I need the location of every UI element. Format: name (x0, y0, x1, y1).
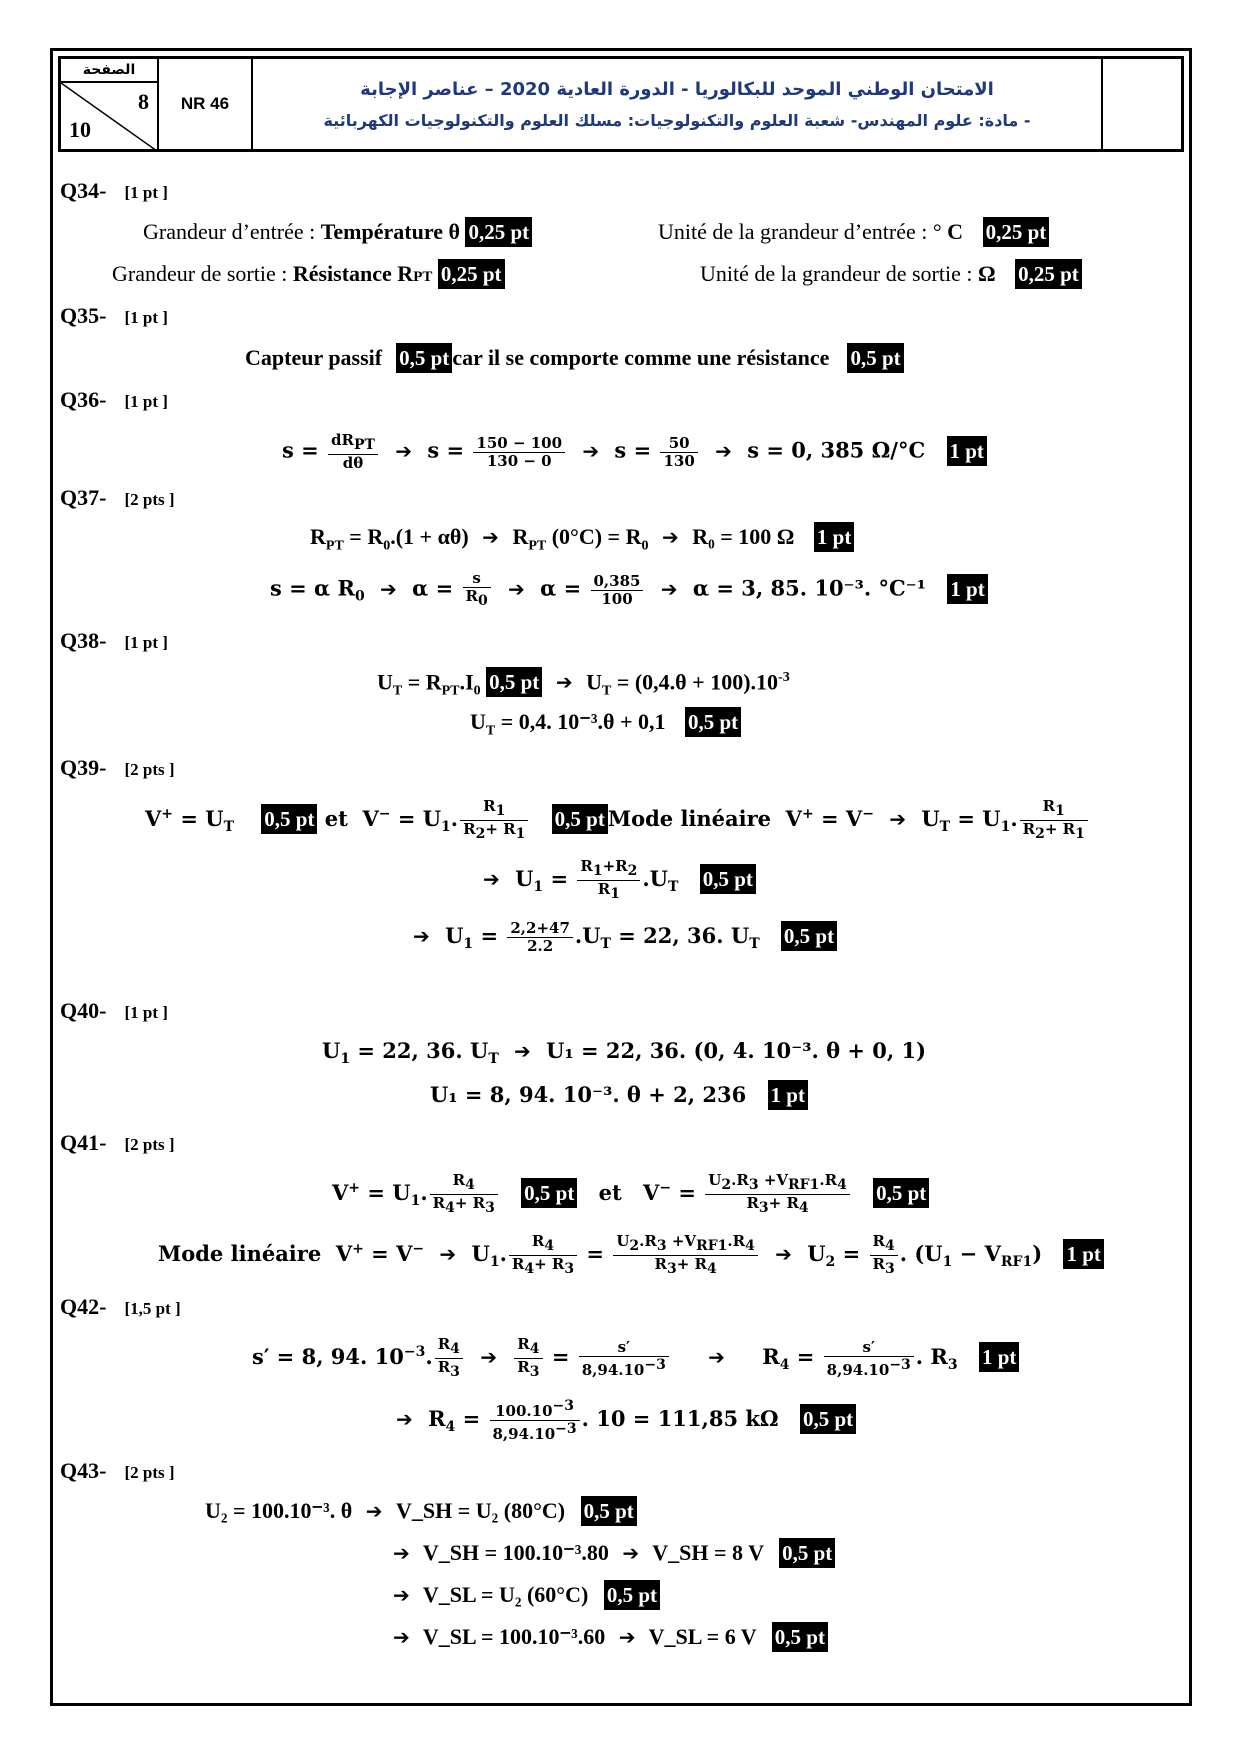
points-badge: 0,5 pt (521, 1178, 577, 1208)
question-q37: Q37- [2 pts ] (60, 485, 175, 510)
header-table (58, 56, 1184, 152)
points-badge: 1 pt (1063, 1239, 1103, 1269)
q40-line1: $U_1 = 22$, 36. $U_T$ ➔ U₁ = 22, 36. (0, 4. 10⁻³. θ + 0, 1) (322, 1038, 927, 1068)
points-badge: 0,5 pt (486, 667, 542, 697)
question-q43: Q43- [2 pts ] (60, 1458, 175, 1483)
points-badge: 1 pt (947, 574, 987, 604)
q38-line2: $U_T = 0,4$. 10⁻³.θ + 0,1 0,5 pt (470, 707, 741, 746)
q38-line1: $U_T = R_{PT}.I_0$ 0,5 pt ➔ $U_T = (0,4.\theta + 100).10^{-3}$ (377, 669, 790, 699)
q34-input-unit: Unité de la grandeur d’entrée : ° C 0,25 pt (658, 217, 1049, 247)
points-badge: 0,25 pt (1015, 259, 1082, 289)
q36-equation: s = $\frac{dR_{PT}}{d\theta}$ ➔ s = $\frac{150 - 100}{130 - 0}$ ➔ s = $\frac{50}{130}$ ➔ s = 0, 385 Ω/°C 1 pt (282, 432, 987, 472)
points-badge: 0,5 pt (847, 343, 903, 373)
q42-line1: s′ = 8, 94. $10^{-3}$. $\frac{R_4}{R_3}$ ➔ $\frac{R_4}{R_3}$ = $\frac{s'}{8,94.10^{-3}}$ ➔ $R_4$ = $\frac{s'}{8,94.10^{-3}}$ . $R_3$ 1 pt (252, 1336, 1019, 1381)
question-q36: Q36- [1 pt ] (60, 387, 168, 412)
points-badge: 0,5 pt (800, 1404, 856, 1434)
q43-line2: ➔ V_SH = 100.10⁻³.80 ➔ V_SH = 8 V 0,5 pt (385, 1538, 835, 1568)
page-number-cell (61, 59, 159, 149)
question-q40: Q40- [1 pt ] (60, 998, 168, 1023)
page-current: 8 (138, 89, 149, 114)
q43-line4: ➔ V_SL = 100.10⁻³.60 ➔ V_SL = 6 V 0,5 pt (385, 1622, 828, 1652)
question-q35: Q35- [1 pt ] (60, 303, 168, 328)
question-q42: Q42- [1,5 pt ] (60, 1294, 181, 1319)
points-badge: 0,5 pt (604, 1580, 660, 1610)
q34-input-line: Grandeur d’entrée : Température θ 0,25 pt (143, 217, 532, 247)
q41-line1: $V^+ = U_1$. $\frac{R_4}{R_4+ R_3}$ 0,5 pt et V− = $\frac{U_2.R_3 +V_{RF1}.R_4}{R_3+ R_4}$ 0,5 pt (332, 1172, 929, 1217)
exam-code-cell (159, 59, 253, 149)
points-badge: 0,5 pt (772, 1622, 828, 1652)
points-badge: 0,5 pt (781, 921, 837, 951)
points-badge: 1 pt (979, 1342, 1019, 1372)
q37-line2: s = α $R_0$ ➔ α = $\frac{s}{R_0}$ ➔ α = $\frac{0,385}{100}$ ➔ α = 3, 85. 10⁻³. °C⁻¹ 1 pt (270, 570, 988, 612)
question-q38: Q38- [1 pt ] (60, 628, 168, 653)
q37-line1: $R_{PT} = R_0.(1 + \alpha\theta)$ ➔ $R_{PT}$ $(0^\circ C) = R_0$ ➔ R₀ = 100 Ω 1 pt (310, 522, 854, 561)
q41-line2: Mode linéaire V+ = V− ➔ $U_1$. $\frac{R_4}{R_4+ R_3}$ = $\frac{U_2.R_3 +V_{RF1}.R_4}{R_3+ R_4}$ ➔ $U_2$ = $\frac{R_4}{R_3}$ . $(U_1 - V_{RF1})$ 1 pt (158, 1233, 1104, 1278)
q43-line1: U₂ = 100.10⁻³. θ ➔ V_SH = U₂ (80°C) 0,5 pt (205, 1496, 637, 1526)
page-label: الصفحة (61, 59, 157, 83)
points-badge: 0,5 pt (779, 1538, 835, 1568)
exam-title: الامتحان الوطني الموحد للبكالوريا - الدورة العادية 2020 – عناصر الإجابة (360, 79, 994, 100)
question-q41: Q41- [2 pts ] (60, 1130, 175, 1155)
points-badge: 0,5 pt (552, 804, 608, 834)
points-badge: 0,25 pt (465, 217, 532, 247)
page-total: 10 (69, 117, 91, 142)
exam-code: NR 46 (180, 94, 230, 113)
points-badge: 0,25 pt (983, 217, 1050, 247)
q39-line3: ➔ $U_1$ = $\frac{2,2+47}{2.2}$ $.U_T = 22$, 36. $U_T$ 0,5 pt (405, 920, 837, 959)
points-badge: 1 pt (768, 1080, 808, 1110)
points-badge: 1 pt (947, 436, 987, 466)
points-badge: 0,5 pt (700, 864, 756, 894)
points-badge: 1 pt (814, 522, 854, 552)
points-badge: 0,5 pt (685, 707, 741, 737)
points-badge: 0,5 pt (261, 804, 317, 834)
exam-subtitle: - مادة: علوم المهندس- شعبة العلوم والتكنولوجيات: مسلك العلوم والتكنولوجيات الكهربائية (323, 111, 1031, 130)
q39-line2: ➔ $U_1$ = $\frac{R_1+R_2}{R_1}$ $.U_T$ 0,5 pt (475, 858, 756, 903)
title-cell (253, 59, 1101, 149)
question-q34: Q34- [1 pt ] (60, 178, 168, 203)
q39-line1: $V^+ = U_T$ 0,5 pt et $V^- = U_1$. $\frac{R_1}{R_2+ R_1}$ 0,5 pt Mode linéaire V+ = V− ➔ $U_T = U_1$. $\frac{R_1}{R_2+ R_1}$ (145, 798, 1090, 843)
points-badge: 0,5 pt (873, 1178, 929, 1208)
q43-line3: ➔ V_SL = U₂ (60°C) 0,5 pt (385, 1580, 660, 1610)
empty-cell (1101, 59, 1181, 149)
points-badge: 0,5 pt (396, 343, 452, 373)
q42-line2: ➔ $R_4$ = $\frac{100.10^{-3}}{8,94.10^{-3}}$ . 10 = 111,85 kΩ 0,5 pt (388, 1398, 856, 1443)
q40-line2: U₁ = 8, 94. 10⁻³. θ + 2, 236 1 pt (430, 1080, 808, 1110)
question-q39: Q39- [2 pts ] (60, 755, 175, 780)
q34-output-line: Grandeur de sortie : Résistance RPT 0,25 pt (112, 259, 505, 292)
q35-answer: Capteur passif 0,5 pt car il se comporte comme une résistance 0,5 pt (245, 343, 904, 373)
q34-output-unit: Unité de la grandeur de sortie : Ω 0,25 pt (700, 259, 1082, 289)
points-badge: 0,25 pt (438, 259, 505, 289)
points-badge: 0,5 pt (581, 1496, 637, 1526)
